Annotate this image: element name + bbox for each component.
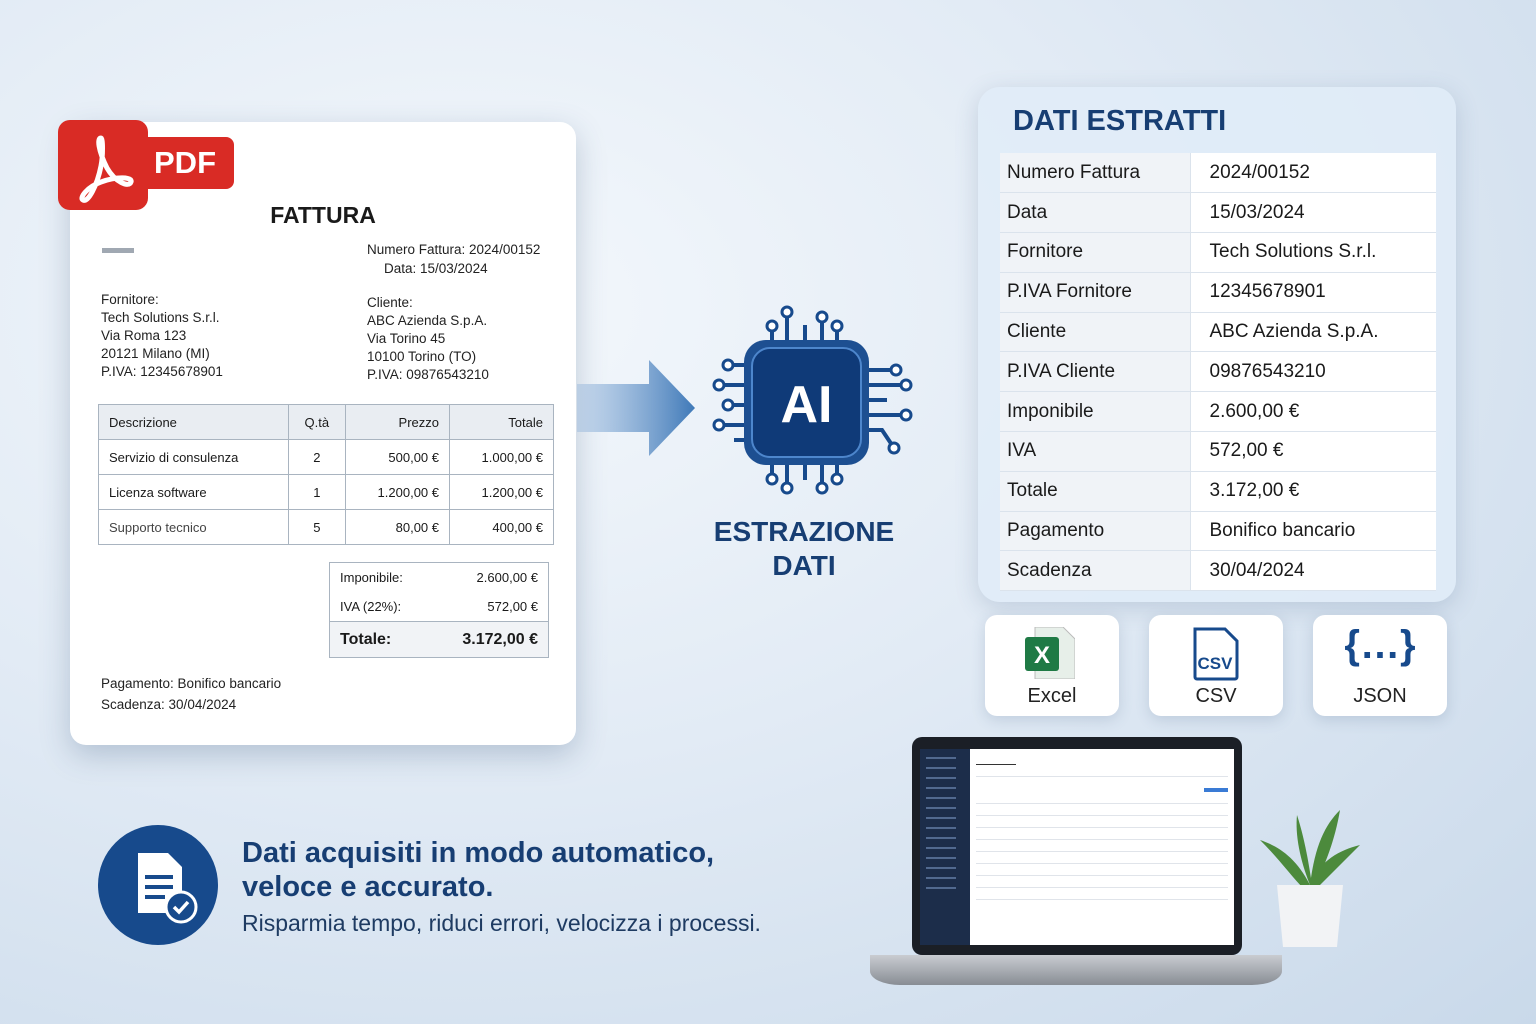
excel-icon xyxy=(1025,627,1075,679)
invoice-document xyxy=(70,122,576,745)
invoice-date: Data: 15/03/2024 xyxy=(384,261,488,276)
field-label: Cliente xyxy=(1000,312,1190,352)
data-row xyxy=(1000,312,1436,352)
table-row: Licenza software 1 1.200,00 € 1.200,00 € xyxy=(99,475,554,510)
field-label: P.IVA Cliente xyxy=(1000,352,1190,392)
data-row xyxy=(1000,352,1436,392)
invoice-number: Numero Fattura: 2024/00152 xyxy=(367,242,541,257)
field-label: Scadenza xyxy=(1000,551,1190,591)
field-label: Imponibile xyxy=(1000,392,1190,432)
csv-file-icon xyxy=(1191,627,1241,681)
field-label: Pagamento xyxy=(1000,511,1190,551)
json-icon: {…} xyxy=(1344,623,1416,667)
field-value: 12345678901 xyxy=(1190,272,1436,312)
arrow-right-icon xyxy=(577,360,697,456)
client-block: Cliente: ABC Azienda S.p.A. Via Torino 45 10100 Torino (TO) P.IVA: 09876543210 xyxy=(367,295,489,382)
ai-chip-icon xyxy=(712,300,917,505)
data-row xyxy=(1000,193,1436,233)
document-check-icon xyxy=(98,825,218,945)
field-value: Tech Solutions S.r.l. xyxy=(1190,233,1436,273)
plant-decoration xyxy=(1255,805,1365,955)
data-row xyxy=(1000,272,1436,312)
subtitle: Risparmia tempo, riduci errori, velocizza i processi. xyxy=(242,910,761,936)
table-header: Descrizione Q.tà Prezzo Totale xyxy=(99,405,554,440)
invoice-title: FATTURA xyxy=(270,202,376,228)
extracted-data-table xyxy=(1000,153,1436,591)
invoice-totals: Imponibile: 2.600,00 € IVA (22%): 572,00 € Totale: 3.172,00 € xyxy=(329,562,549,658)
field-value: 09876543210 xyxy=(1190,352,1436,392)
extracted-data-panel xyxy=(978,87,1456,602)
panel-title: DATI ESTRATTI xyxy=(1013,105,1227,137)
field-label: Numero Fattura xyxy=(1000,153,1190,193)
field-value: 30/04/2024 xyxy=(1190,551,1436,591)
data-row xyxy=(1000,551,1436,591)
export-json-button[interactable]: {…} JSON xyxy=(1313,615,1447,716)
field-value: 572,00 € xyxy=(1190,432,1436,472)
svg-text:CSV: CSV xyxy=(1197,654,1233,673)
svg-text:X: X xyxy=(1033,642,1051,669)
headline: Dati acquisiti in modo automatico, veloce e accurato. xyxy=(242,837,715,903)
export-excel-button[interactable]: X Excel xyxy=(985,615,1119,716)
field-value: 2.600,00 € xyxy=(1190,392,1436,432)
acrobat-icon xyxy=(58,120,148,210)
app-screenshot xyxy=(920,749,1234,945)
laptop-illustration xyxy=(870,737,1282,992)
table-row: Servizio di consulenza 2 500,00 € 1.000,00 € xyxy=(99,440,554,475)
field-label: Fornitore xyxy=(1000,233,1190,273)
pdf-badge: PDF xyxy=(58,120,234,210)
data-row xyxy=(1000,471,1436,511)
field-value: 3.172,00 € xyxy=(1190,471,1436,511)
field-label: IVA xyxy=(1000,432,1190,472)
supplier-block: Fornitore: Tech Solutions S.r.l. Via Roma 123 20121 Milano (MI) P.IVA: 12345678901 xyxy=(101,292,223,379)
ai-caption: ESTRAZIONE DATI xyxy=(713,516,895,581)
logo-placeholder xyxy=(102,248,134,253)
svg-text:AI: AI xyxy=(780,376,833,434)
field-value: Bonifico bancario xyxy=(1190,511,1436,551)
data-row xyxy=(1000,233,1436,273)
field-value: ABC Azienda S.p.A. xyxy=(1190,312,1436,352)
data-row xyxy=(1000,392,1436,432)
table-row: Supporto tecnico 5 80,00 € 400,00 € xyxy=(99,510,554,545)
data-row xyxy=(1000,153,1436,193)
data-row xyxy=(1000,511,1436,551)
invoice-items-table xyxy=(98,404,554,545)
field-value: 15/03/2024 xyxy=(1190,193,1436,233)
field-label: P.IVA Fornitore xyxy=(1000,272,1190,312)
due-date: Scadenza: 30/04/2024 xyxy=(101,697,237,712)
payment-method: Pagamento: Bonifico bancario xyxy=(101,676,282,691)
field-value: 2024/00152 xyxy=(1190,153,1436,193)
export-csv-button[interactable]: CSV CSV xyxy=(1149,615,1283,716)
data-row xyxy=(1000,432,1436,472)
field-label: Data xyxy=(1000,193,1190,233)
field-label: Totale xyxy=(1000,471,1190,511)
